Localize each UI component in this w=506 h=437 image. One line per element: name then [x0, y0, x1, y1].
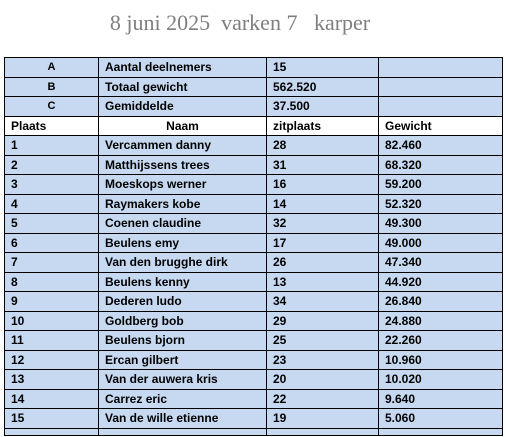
table-row	[5, 136, 503, 156]
cell-gewicht: 26.840	[379, 292, 503, 312]
cell-zitplaats: 26	[267, 253, 379, 273]
table-row	[5, 155, 503, 175]
table-row	[5, 292, 503, 312]
table-row	[5, 370, 503, 390]
header-gewicht: Gewicht	[379, 116, 503, 136]
summary-row-average	[5, 97, 503, 117]
cell-plaats: 5	[5, 214, 99, 234]
cell-plaats: 3	[5, 175, 99, 195]
cell-plaats: 9	[5, 292, 99, 312]
header-zitplaats: zitplaats	[267, 116, 379, 136]
cell-naam: Beulens emy	[99, 233, 267, 253]
cell-zitplaats: 25	[267, 331, 379, 351]
document-title: 8 juni 2025 varken 7 karper	[109, 10, 371, 35]
cell-zitplaats: 20	[267, 370, 379, 390]
empty-cell	[379, 77, 503, 97]
cell-gewicht: 68.320	[379, 155, 503, 175]
cell-zitplaats: 13	[267, 272, 379, 292]
cell-naam: Van de wille etienne	[99, 409, 267, 429]
table-row	[5, 214, 503, 234]
cell-gewicht: 52.320	[379, 194, 503, 214]
cell-gewicht: 24.880	[379, 311, 503, 331]
cell-gewicht: 22.260	[379, 331, 503, 351]
cell-zitplaats: 23	[267, 350, 379, 370]
cell-gewicht: 49.300	[379, 214, 503, 234]
cell-naam: Van der auwera kris	[99, 370, 267, 390]
cell-naam: Matthijssens trees	[99, 155, 267, 175]
header-plaats: Plaats	[5, 116, 99, 136]
cell-naam: Goldberg bob	[99, 311, 267, 331]
table-row	[5, 350, 503, 370]
empty-cell	[379, 428, 503, 435]
cell-gewicht: 5.060	[379, 409, 503, 429]
cell-plaats: 15	[5, 409, 99, 429]
cell-plaats: 10	[5, 311, 99, 331]
cell-zitplaats: 32	[267, 214, 379, 234]
results-table	[4, 57, 503, 436]
cell-zitplaats: 14	[267, 194, 379, 214]
table-row	[5, 233, 503, 253]
table-row	[5, 409, 503, 429]
table-row	[5, 175, 503, 195]
empty-cell	[267, 428, 379, 435]
cell-naam: Ercan gilbert	[99, 350, 267, 370]
summary-label: Totaal gewicht	[99, 77, 267, 97]
cell-zitplaats: 34	[267, 292, 379, 312]
summary-letter: A	[5, 58, 99, 78]
summary-value: 37.500	[267, 97, 379, 117]
summary-label: Aantal deelnemers	[99, 58, 267, 78]
cell-plaats: 12	[5, 350, 99, 370]
cell-naam: Dederen ludo	[99, 292, 267, 312]
table-row	[5, 272, 503, 292]
cell-plaats: 1	[5, 136, 99, 156]
cell-plaats: 4	[5, 194, 99, 214]
header-naam: Naam	[99, 116, 267, 136]
cell-plaats: 14	[5, 389, 99, 409]
table-row-partial	[5, 428, 503, 435]
cell-gewicht: 82.460	[379, 136, 503, 156]
cell-naam: Moeskops werner	[99, 175, 267, 195]
cell-gewicht: 49.000	[379, 233, 503, 253]
table-row	[5, 389, 503, 409]
cell-naam: Raymakers kobe	[99, 194, 267, 214]
cell-naam: Coenen claudine	[99, 214, 267, 234]
cell-gewicht: 44.920	[379, 272, 503, 292]
cell-zitplaats: 16	[267, 175, 379, 195]
cell-plaats: 7	[5, 253, 99, 273]
cell-plaats: 13	[5, 370, 99, 390]
summary-row-total-weight	[5, 77, 503, 97]
cell-naam: Carrez eric	[99, 389, 267, 409]
cell-zitplaats: 31	[267, 155, 379, 175]
cell-gewicht: 10.020	[379, 370, 503, 390]
cell-zitplaats: 17	[267, 233, 379, 253]
table-row	[5, 194, 503, 214]
summary-value: 562.520	[267, 77, 379, 97]
table-header-row	[5, 116, 503, 136]
table-row	[5, 331, 503, 351]
summary-letter: B	[5, 77, 99, 97]
table-body	[5, 136, 503, 436]
cell-naam: Beulens bjorn	[99, 331, 267, 351]
summary-label: Gemiddelde	[99, 97, 267, 117]
cell-zitplaats: 19	[267, 409, 379, 429]
summary-value: 15	[267, 58, 379, 78]
empty-cell	[99, 428, 267, 435]
cell-plaats: 11	[5, 331, 99, 351]
cell-plaats: 8	[5, 272, 99, 292]
cell-gewicht: 9.640	[379, 389, 503, 409]
empty-cell	[379, 97, 503, 117]
cell-gewicht: 47.340	[379, 253, 503, 273]
empty-cell	[379, 58, 503, 78]
cell-naam: Van den brugghe dirk	[99, 253, 267, 273]
summary-letter: C	[5, 97, 99, 117]
cell-zitplaats: 29	[267, 311, 379, 331]
cell-plaats: 2	[5, 155, 99, 175]
cell-naam: Vercammen danny	[99, 136, 267, 156]
cell-zitplaats: 22	[267, 389, 379, 409]
cell-gewicht: 59.200	[379, 175, 503, 195]
cell-naam: Beulens kenny	[99, 272, 267, 292]
summary-row-participants	[5, 58, 503, 78]
empty-cell	[5, 428, 99, 435]
cell-gewicht: 10.960	[379, 350, 503, 370]
table-row	[5, 253, 503, 273]
cell-plaats: 6	[5, 233, 99, 253]
table-row	[5, 311, 503, 331]
cell-zitplaats: 28	[267, 136, 379, 156]
